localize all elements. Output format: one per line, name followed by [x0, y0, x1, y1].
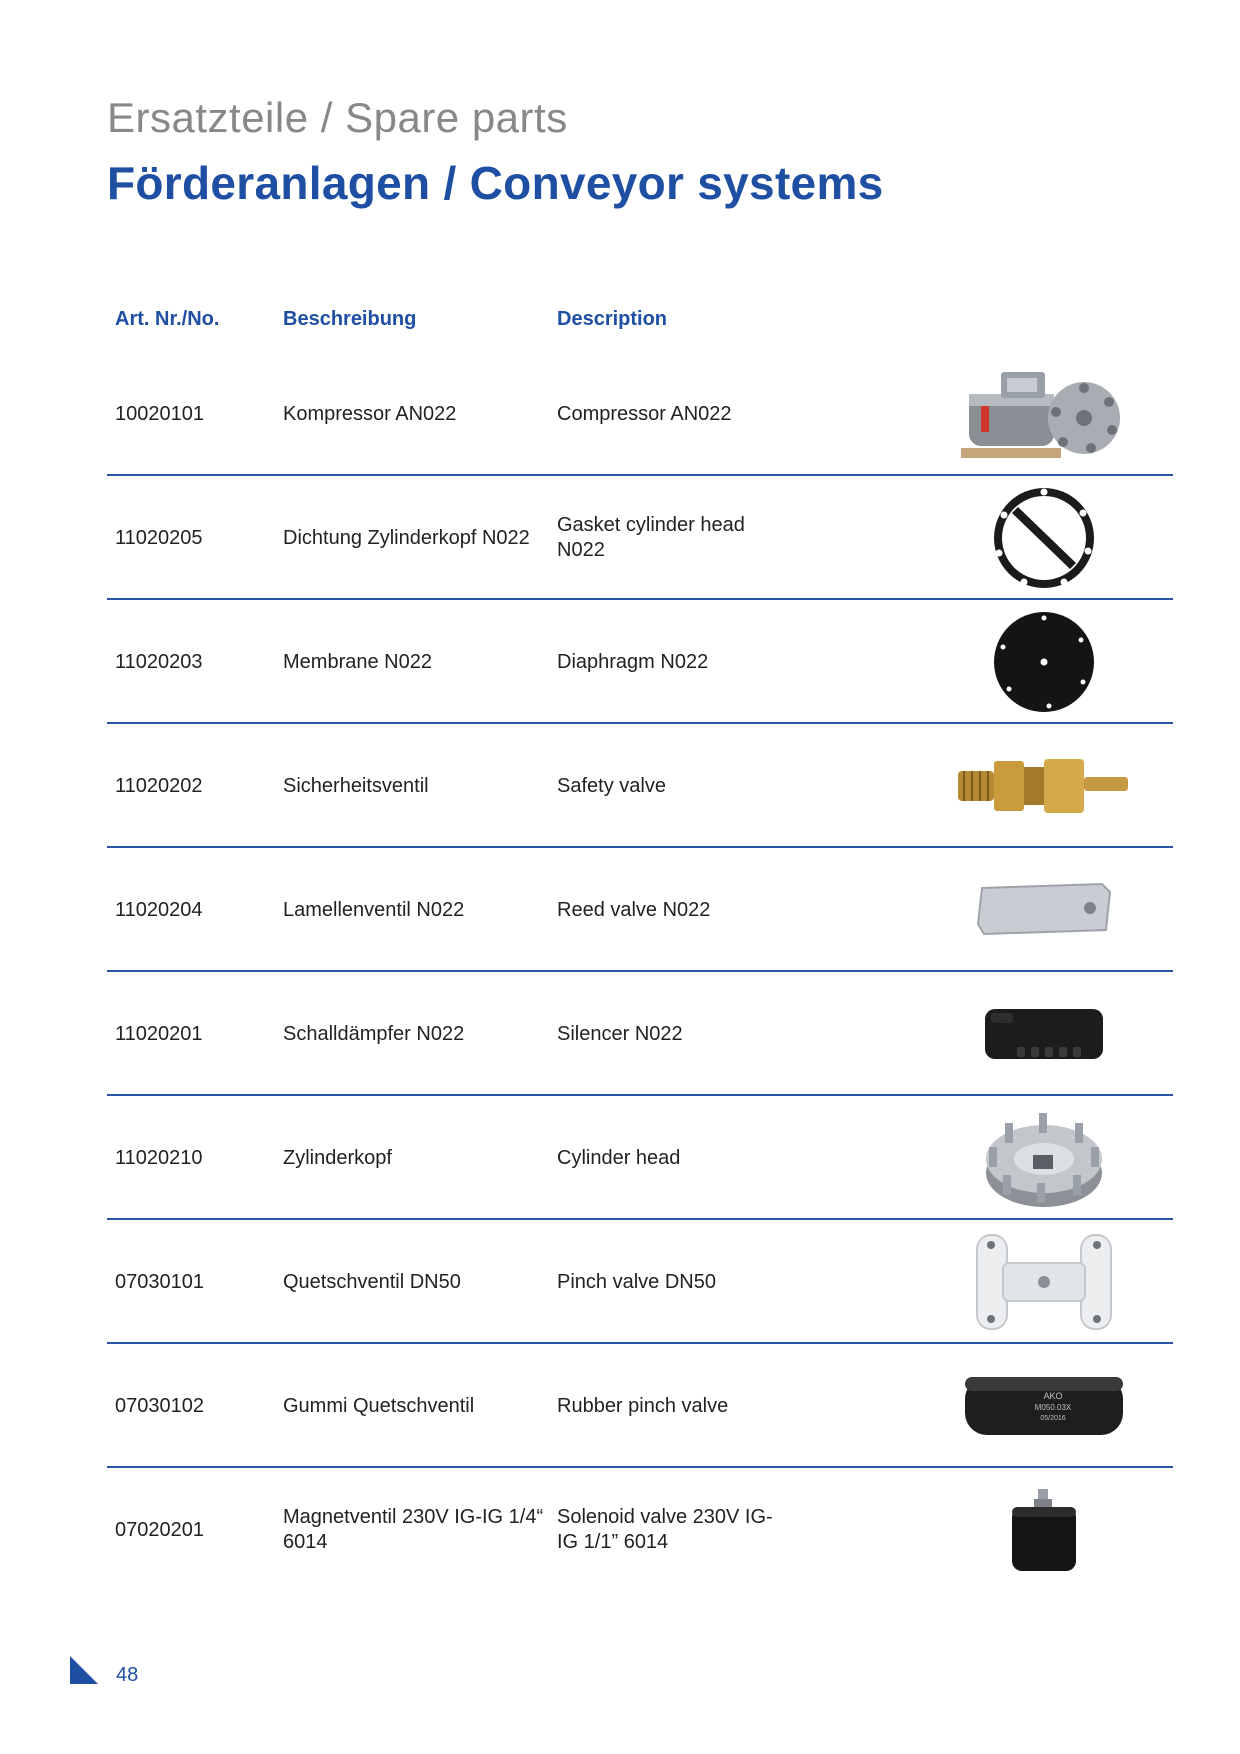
description-en: Cylinder head — [557, 1146, 681, 1169]
diaphragm-icon — [989, 607, 1099, 717]
reed-valve-icon — [974, 880, 1114, 940]
compressor-icon — [959, 364, 1129, 464]
part-image — [949, 1096, 1139, 1220]
table-row — [107, 724, 1173, 848]
table-row — [107, 1468, 1173, 1592]
description-de: Gummi Quetschventil — [283, 1394, 475, 1417]
page-number: 48 — [116, 1664, 139, 1686]
description-de: Quetschventil DN50 — [283, 1270, 461, 1293]
cylinder-head-icon — [979, 1103, 1109, 1213]
description-en: Pinch valve DN50 — [557, 1270, 716, 1293]
table-row — [107, 600, 1173, 724]
part-image — [949, 848, 1139, 972]
column-header-art-nr: Art. Nr./No. — [115, 308, 220, 330]
table-row — [107, 1220, 1173, 1344]
table-row — [107, 476, 1173, 600]
table-row — [107, 972, 1173, 1096]
description-en: Solenoid valve 230V IG-IG 1/1” 6014 — [557, 1506, 773, 1553]
description-de: Dichtung Zylinderkopf N022 — [283, 526, 530, 549]
description-de: Membrane N022 — [283, 650, 432, 673]
article-number: 11020201 — [115, 1022, 203, 1045]
article-number: 11020205 — [115, 526, 203, 549]
column-header-description: Description — [557, 308, 668, 330]
article-number: 07020201 — [115, 1518, 204, 1541]
article-number: 07030102 — [115, 1394, 204, 1417]
description-en: Diaphragm N022 — [557, 650, 709, 673]
part-image — [949, 1468, 1139, 1592]
description-de: Lamellenventil N022 — [283, 898, 465, 921]
table-row — [107, 1096, 1173, 1220]
silencer-icon — [979, 999, 1109, 1069]
rubber-label-model: M050.03X — [1034, 1403, 1072, 1412]
article-number: 11020202 — [115, 774, 203, 797]
part-image — [949, 476, 1139, 600]
article-number: 11020203 — [115, 650, 203, 673]
article-number: 11020210 — [115, 1146, 203, 1169]
page-title: Förderanlagen / Conveyor systems — [107, 157, 884, 209]
table-row — [107, 352, 1173, 476]
article-number: 07030101 — [115, 1270, 204, 1293]
description-en: Reed valve N022 — [557, 898, 711, 921]
part-image — [949, 724, 1139, 848]
part-image — [949, 1220, 1139, 1344]
rubber-label-date: 05/2016 — [1040, 1415, 1066, 1422]
gasket-icon — [984, 483, 1104, 593]
rubber-pinch-valve-icon — [959, 1371, 1129, 1441]
description-en: Rubber pinch valve — [557, 1394, 729, 1417]
part-image — [949, 600, 1139, 724]
table-row — [107, 848, 1173, 972]
table-row — [107, 1344, 1173, 1468]
description-en: Compressor AN022 — [557, 402, 732, 425]
safety-valve-icon — [954, 751, 1134, 821]
description-en: Silencer N022 — [557, 1022, 683, 1045]
description-en: Safety valve — [557, 774, 666, 797]
pinch-valve-icon — [969, 1227, 1119, 1337]
article-number: 11020204 — [115, 898, 203, 921]
description-de: Zylinderkopf — [283, 1146, 392, 1169]
part-image — [949, 972, 1139, 1096]
solenoid-valve-icon — [994, 1485, 1094, 1575]
description-de: Schalldämpfer N022 — [283, 1022, 465, 1045]
description-en: Gasket cylinder head N022 — [557, 514, 745, 561]
article-number: 10020101 — [115, 402, 204, 425]
page-subtitle: Ersatzteile / Spare parts — [107, 94, 568, 141]
column-header-beschreibung: Beschreibung — [283, 308, 417, 330]
description-de: Kompressor AN022 — [283, 402, 457, 425]
corner-triangle-icon — [70, 1656, 98, 1684]
part-image — [949, 352, 1139, 476]
description-de: Magnetventil 230V IG-IG 1/4“ 6014 — [283, 1506, 544, 1553]
rubber-label-brand: AKO — [1043, 1391, 1063, 1401]
description-de: Sicherheitsventil — [283, 774, 429, 797]
part-image — [949, 1344, 1139, 1468]
